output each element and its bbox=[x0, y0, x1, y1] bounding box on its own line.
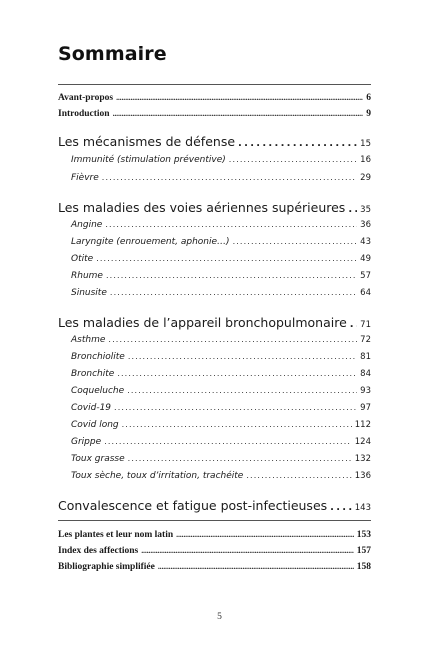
dot-leader bbox=[238, 138, 357, 149]
dot-leader bbox=[104, 437, 352, 446]
toc-entry-index[interactable] bbox=[58, 546, 371, 556]
toc-entry-page: 158 bbox=[356, 562, 371, 572]
toc-entry-page: 153 bbox=[356, 530, 371, 540]
toc-entry-covid-19[interactable] bbox=[71, 403, 371, 413]
toc-section-title: Les maladies des voies aériennes supérieures bbox=[58, 200, 346, 215]
toc-entry-label: Grippe bbox=[71, 437, 102, 447]
page-number: 5 bbox=[217, 612, 222, 622]
dot-leader bbox=[246, 471, 351, 480]
dot-leader bbox=[110, 288, 357, 297]
dot-leader bbox=[108, 335, 357, 344]
toc-entry-page: 84 bbox=[360, 369, 371, 379]
toc-entry-page: 43 bbox=[360, 237, 371, 247]
toc-entry-label: Angine bbox=[71, 220, 103, 230]
dot-leader bbox=[122, 420, 352, 429]
dot-leader bbox=[141, 546, 354, 555]
dot-leader bbox=[102, 173, 357, 182]
dot-leader bbox=[96, 254, 357, 263]
toc-entry-page: 93 bbox=[360, 386, 371, 396]
toc-entry-page: 16 bbox=[360, 155, 371, 165]
toc-section-bronchopulmonaire[interactable] bbox=[58, 315, 371, 330]
dot-leader bbox=[128, 454, 352, 463]
toc-entry-immunite[interactable] bbox=[71, 155, 371, 165]
toc-entry-page: 64 bbox=[360, 288, 371, 298]
toc-entry-fievre[interactable] bbox=[71, 173, 371, 183]
page-title: Sommaire bbox=[58, 43, 167, 65]
toc-entry-asthme[interactable] bbox=[71, 335, 371, 345]
toc-section-mecanismes[interactable] bbox=[58, 134, 371, 149]
toc-entry-page: 29 bbox=[360, 173, 371, 183]
toc-entry-label: Covid long bbox=[71, 420, 119, 430]
toc-section-voies-aeriennes[interactable] bbox=[58, 200, 371, 215]
toc-entry-bronchiolite[interactable] bbox=[71, 352, 371, 362]
toc-entry-page: 124 bbox=[354, 437, 371, 447]
toc-entry-coqueluche[interactable] bbox=[71, 386, 371, 396]
toc-entry-bibliographie[interactable] bbox=[58, 562, 371, 572]
toc-entry-toux-grasse[interactable] bbox=[71, 454, 371, 464]
divider-bottom bbox=[58, 520, 371, 521]
toc-entry-page: 157 bbox=[356, 546, 371, 556]
toc-entry-label: Toux grasse bbox=[71, 454, 125, 464]
toc-entry-label: Asthme bbox=[71, 335, 106, 345]
dot-leader bbox=[348, 204, 357, 215]
toc-entry-label: Bronchiolite bbox=[71, 352, 125, 362]
toc-entry-toux-seche[interactable] bbox=[71, 471, 371, 481]
toc-entry-covid-long[interactable] bbox=[71, 420, 371, 430]
toc-section-page: 143 bbox=[354, 503, 371, 513]
toc-entry-label: Laryngite (enrouement, aphonie…) bbox=[71, 237, 230, 247]
dot-leader bbox=[113, 109, 364, 118]
toc-entry-page: 36 bbox=[360, 220, 371, 230]
toc-section-title: Convalescence et fatigue post-infectieuses bbox=[58, 498, 328, 513]
toc-entry-rhume[interactable] bbox=[71, 271, 371, 281]
toc-entry-label: Otite bbox=[71, 254, 94, 264]
toc-entry-label: Rhume bbox=[71, 271, 103, 281]
toc-entry-page: 72 bbox=[360, 335, 371, 345]
toc-entry-page: 57 bbox=[360, 271, 371, 281]
toc-entry-angine[interactable] bbox=[71, 220, 371, 230]
toc-entry-grippe[interactable] bbox=[71, 437, 371, 447]
divider-top bbox=[58, 84, 371, 85]
dot-leader bbox=[233, 237, 358, 246]
toc-entry-avant-propos[interactable] bbox=[58, 93, 371, 103]
toc-entry-label: Covid-19 bbox=[71, 403, 112, 413]
dot-leader bbox=[114, 403, 357, 412]
toc-entry-page: 49 bbox=[360, 254, 371, 264]
toc-entry-label: Bibliographie simplifiée bbox=[58, 562, 155, 572]
toc-entry-plantes[interactable] bbox=[58, 530, 371, 540]
toc-section-page: 71 bbox=[360, 320, 371, 330]
dot-leader bbox=[117, 369, 357, 378]
toc-entry-label: Coqueluche bbox=[71, 386, 125, 396]
toc-section-page: 35 bbox=[360, 205, 371, 215]
toc-section-convalescence[interactable] bbox=[58, 498, 371, 513]
toc-entry-page: 112 bbox=[354, 420, 371, 430]
toc-entry-label: Avant-propos bbox=[58, 93, 114, 103]
toc-entry-page: 9 bbox=[366, 109, 371, 119]
toc-entry-introduction[interactable] bbox=[58, 109, 371, 119]
toc-entry-page: 132 bbox=[354, 454, 371, 464]
toc-entry-label: Index des affections bbox=[58, 546, 139, 556]
dot-leader bbox=[350, 319, 357, 330]
toc-entry-laryngite[interactable] bbox=[71, 237, 371, 247]
toc-entry-label: Introduction bbox=[58, 109, 110, 119]
dot-leader bbox=[106, 271, 357, 280]
dot-leader bbox=[158, 562, 354, 571]
dot-leader bbox=[330, 502, 352, 513]
toc-entry-label: Immunité (stimulation préventive) bbox=[71, 155, 226, 165]
dot-leader bbox=[105, 220, 357, 229]
toc-section-title: Les maladies de l’appareil bronchopulmonaire bbox=[58, 315, 347, 330]
toc-entry-page: 6 bbox=[366, 93, 371, 103]
toc-entry-label: Fièvre bbox=[71, 173, 99, 183]
toc-entry-page: 136 bbox=[354, 471, 371, 481]
dot-leader bbox=[176, 530, 354, 539]
toc-section-page: 15 bbox=[360, 139, 371, 149]
dot-leader bbox=[229, 155, 357, 164]
dot-leader bbox=[128, 352, 357, 361]
toc-entry-label: Toux sèche, toux d’irritation, trachéite bbox=[71, 471, 244, 481]
toc-entry-page: 97 bbox=[360, 403, 371, 413]
dot-leader bbox=[116, 93, 363, 102]
dot-leader bbox=[127, 386, 357, 395]
toc-entry-bronchite[interactable] bbox=[71, 369, 371, 379]
toc-section-title: Les mécanismes de défense bbox=[58, 134, 236, 149]
toc-entry-label: Bronchite bbox=[71, 369, 115, 379]
toc-entry-page: 81 bbox=[360, 352, 371, 362]
toc-entry-label: Sinusite bbox=[71, 288, 107, 298]
toc-entry-label: Les plantes et leur nom latin bbox=[58, 530, 174, 540]
toc-entry-sinusite[interactable] bbox=[71, 288, 371, 298]
toc-entry-otite[interactable] bbox=[71, 254, 371, 264]
